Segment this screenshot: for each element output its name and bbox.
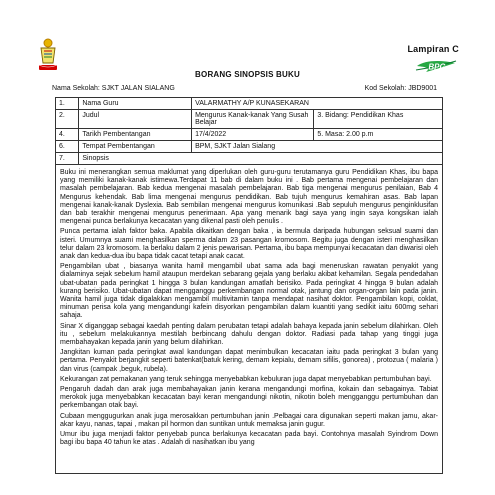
row-label: Tempat Pembentangan [79,141,192,153]
presentation-venue: BPM, SJKT Jalan Sialang [192,141,443,153]
synopsis-paragraph: Cubaan menggugurkan anak juga merosakkan pertumbuhan janin .Pelbagai cara digunakan seperti makan jamu, akar-akar kayu, nanas, tapai , makan pil hormon dan suntikan untuk memaksa janin gugur. [60,412,438,428]
synopsis-paragraph: Kekurangan zat pemakanan yang teruk sehingga menyebabkan kebuluran juga dapat menyebabkan pertumbuhan bayi. [60,375,432,383]
book-title: Mengurus Kanak-kanak Yang Susah Belajar [192,110,314,129]
synopsis-form-table [55,97,443,474]
presentation-time: 5. Masa: 2.00 p.m [314,129,443,141]
ministry-crest-icon [36,36,60,72]
table-row-teacher [56,98,443,110]
synopsis-paragraph: Pengaruh dadah dan arak juga membahayakan janin kerana mengandungi morfina, kokain dan sebagainya. Tabiat merokok juga menyebabkan kecacatan bayi keran mengandungi nikotin, nikotin boleh mengganggu pertumbuhan dan perkembangan otak bayi. [60,386,438,410]
school-code: Kod Sekolah: JBD9001 [364,85,437,92]
row-label: Judul [79,110,192,129]
synopsis-paragraph: Buku ini menerangkan semua maklumat yang diperlukan oleh guru-guru terutamanya guru Pendidikan Khas, ibu bapa yang memiliki kanak-kanak istimewa.Terdapat 11 bab di dalam buku ini . Bab pertama mengenai pembelajaran dan masalah pembelajaran. Bab kedua mengenai masalah pembelajaran. Bab tiga mengenai mengurus penilaian, Bab 4 Mengurus kehendak. Bab lima mengenai mengurus pendidikan. Bab tujuh mengurus kemahiran asas. Bab lapan mengenai kanak-kanak Dyslexia. Bab sembilan mengenai mengurus komunikasi .Bab sepuluh mengurus penginklusifan dan bab terakhir mengenai mengurus penerimaan. Apa yang menarik bagi saya yang ingin saya kongsikan ialah mengenai punca berlakunya kecacatan yang dikenal pasti oleh penulis . [60,169,438,226]
synopsis-paragraph: Umur ibu juga menjadi faktor penyebab punca berlakunya kecacatan pada bayi. Contohnya masalah Syindrom Down bagi ibu bapa 40 tahun ke atas . Adalah di nasihatkan ibu yang [60,431,438,447]
synopsis-paragraph: Pengambilan ubat , biasanya wanita hamil mengambil ubat sama ada bagi meneruskan rawatan penyakit yang dialaminya sejak sebelum hamil ataupun merdekan sebarang gejala yang berlaku akibat kehamilan. Segala pendedahan ubat-ubatan pada peringkat 1 hingga 3 bulan kandungan amatlah berisiko. Pada peringkat 4 hingga 9 bulan adalah kurang berisiko. Ubat-ubatan dapat mengganggu perkembangan normal otak, jantung dan organ-organ lain pada janin. Wanita hamil juga tidak digalakkan mengambil multivitamin tanpa mendapat nasihat doktor. Pengambilan kopi, coklat, minuman perisa kola yang mengandungi kafein disyorkan pengambilan dalam kuantiti yang sedikit iaitu 600mg sehari sahaja. [60,263,438,320]
brand-badge-text: BPG [428,62,446,72]
row-number: 4. [56,129,79,141]
row-number: 2. [56,110,79,129]
row-label: Nama Guru [79,98,192,110]
row-number: 6. [56,141,79,153]
table-row-venue [56,141,443,153]
table-row-date [56,129,443,141]
presentation-date: 17/4/2022 [192,129,314,141]
synopsis-paragraph: Jangkitan kuman pada peringkat awal kandungan dapat menimbulkan kecacatan iaitu pada peringkat 3 bulan yang pertama. Penyakit berjangkit seperti batenkat(batuk kering, demam kepialu, demam sifilis, gonorea) , protozua ( malaria ) dan virus (campak ,beguk, rubela). [60,349,438,373]
teacher-name: VALARMATHY A/P KUNASEKARAN [192,98,443,110]
row-label: Tarikh Pembentangan [79,129,192,141]
synopsis-heading: Sinopsis [79,153,443,165]
table-row-synopsis-heading [56,153,443,165]
row-number: 7. [56,153,79,165]
attachment-label: Lampiran C [407,44,459,54]
synopsis-text [56,165,443,474]
form-title: BORANG SINOPSIS BUKU [195,70,300,79]
field-area: 3. Bidang: Pendidikan Khas [314,110,443,129]
row-number: 1. [56,98,79,110]
table-row-synopsis-body [56,165,443,474]
table-row-title [56,110,443,129]
synopsis-paragraph: Punca pertama ialah faktor baka. Apabila dikaitkan dengan baka , ia bermula daripada hubungan seksual suami dan isteri. Umumnya suami menghasilkan sperma dalam 23 pasangan kromosom. Begitu juga dengan isteri menghasilkan telur dalam 23 kromosom. Ia berlaku dalam 2 jenis pewarisan. Pertama, ibu bapa mempunyai kecacatan dan diwarisi oleh anak dan kedua-dua ibu bapa tidak cacat tetapi anak cacat. [60,228,438,261]
school-name: Nama Sekolah: SJKT JALAN SIALANG [52,85,175,92]
synopsis-paragraph: Sinar X diganggap sebagai kaedah penting dalam perubatan tetapi adalah bahaya kepada janin sebelum dilahirkan. Oleh itu , sebelum melakukannya mestilah berbincang dahulu dengan doktor. Radiasi pada tahap yang tinggi juga membahayakan kepada janin yang belum dilahirkan. [60,322,438,347]
